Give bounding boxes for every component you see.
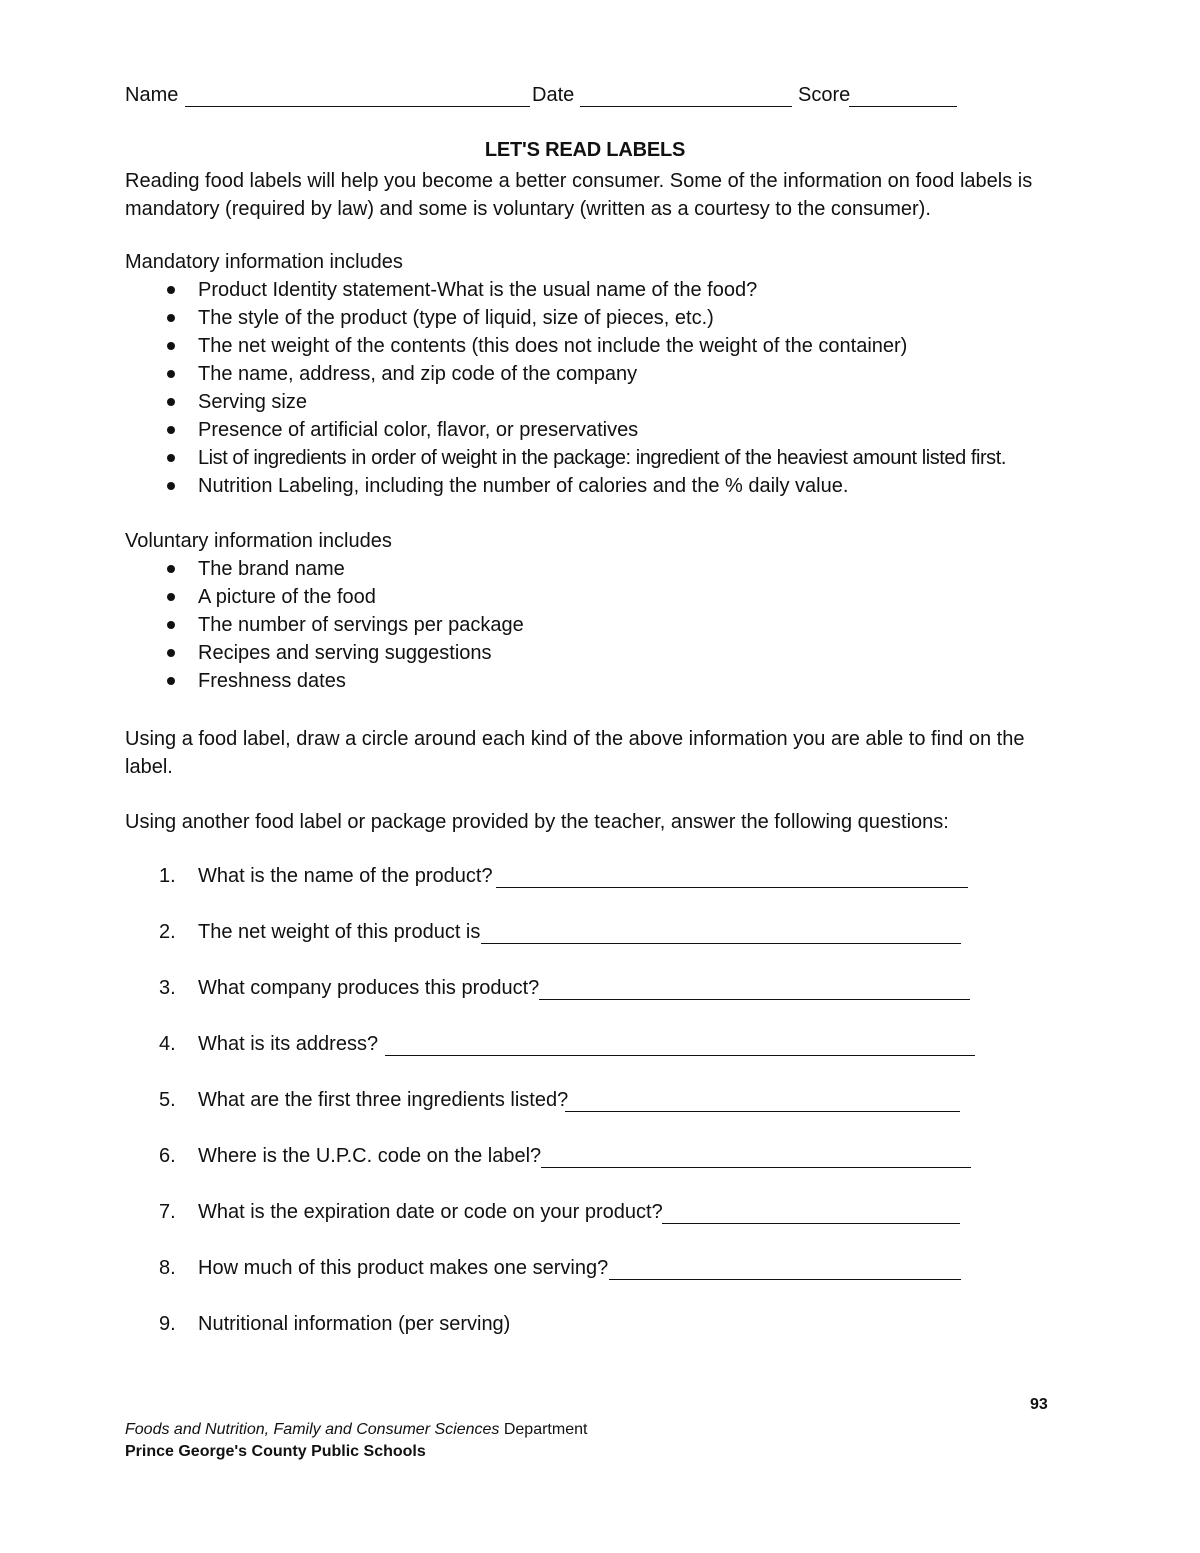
answer-blank[interactable] (539, 999, 970, 1000)
bullet-icon (167, 482, 175, 490)
bullet-icon (167, 677, 175, 685)
circle-instruction: Using a food label, draw a circle around each kind of the above information you are able to find on the label. (125, 728, 1025, 778)
list-item: The number of servings per package (163, 611, 524, 639)
list-item: Product Identity statement-What is the usual name of the food? (163, 276, 1006, 304)
footer-school: Prince George's County Public Schools (125, 1443, 426, 1460)
question-number: 7. (159, 1201, 176, 1223)
bullet-icon (167, 314, 175, 322)
bullet-icon (167, 398, 175, 406)
score-label: Score (798, 84, 851, 106)
answer-blank[interactable] (662, 1223, 960, 1224)
question-number: 6. (159, 1145, 176, 1167)
list-item: The style of the product (type of liquid, size of pieces, etc.) (163, 304, 1006, 332)
list-item: Freshness dates (163, 667, 524, 695)
list-item: Serving size (163, 388, 1006, 416)
mandatory-heading: Mandatory information includes (125, 251, 403, 273)
bullet-icon (167, 621, 175, 629)
bullet-icon (167, 593, 175, 601)
question-text: The net weight of this product is (198, 921, 481, 943)
student-info-row (125, 84, 965, 110)
list-item: Presence of artificial color, flavor, or preservatives (163, 416, 1006, 444)
answer-blank[interactable] (496, 887, 968, 888)
list-item: The name, address, and zip code of the company (163, 360, 1006, 388)
intro-paragraph: Reading food labels will help you become a better consumer. Some of the information on food labels is mandatory (required by law) and some is voluntary (written as a courtesy to the consumer). (125, 170, 1033, 220)
list-item: A picture of the food (163, 583, 524, 611)
voluntary-list (163, 555, 524, 695)
footer (125, 1419, 587, 1463)
question-text: What are the first three ingredients listed? (198, 1089, 569, 1111)
question-number: 9. (159, 1313, 176, 1335)
question-text: How much of this product makes one serving? (198, 1257, 609, 1279)
mandatory-list (163, 276, 1006, 500)
footer-department (125, 1419, 587, 1441)
question-text: What is the expiration date or code on your product? (198, 1201, 663, 1223)
answer-blank[interactable] (565, 1111, 960, 1112)
bullet-icon (167, 342, 175, 350)
list-item: Recipes and serving suggestions (163, 639, 524, 667)
bullet-icon (167, 454, 175, 462)
question-number: 3. (159, 977, 176, 999)
list-item: The net weight of the contents (this does not include the weight of the container) (163, 332, 1006, 360)
bullet-icon (167, 370, 175, 378)
question-number: 5. (159, 1089, 176, 1111)
question-text: What company produces this product? (198, 977, 540, 999)
footer-department-suffix: Department (499, 1421, 588, 1438)
question-number: 1. (159, 865, 176, 887)
name-label: Name (125, 84, 179, 106)
question-text: Nutritional information (per serving) (198, 1313, 511, 1335)
questions-instruction: Using another food label or package provided by the teacher, answer the following questions: (125, 811, 949, 833)
question-text: Where is the U.P.C. code on the label? (198, 1145, 542, 1167)
bullet-icon (167, 649, 175, 657)
answer-blank[interactable] (541, 1167, 971, 1168)
name-blank[interactable] (185, 106, 530, 107)
answer-blank[interactable] (385, 1055, 975, 1056)
question-text: What is the name of the product? (198, 865, 493, 887)
question-number: 4. (159, 1033, 176, 1055)
bullet-icon (167, 565, 175, 573)
question-text: What is its address? (198, 1033, 379, 1055)
question-number: 2. (159, 921, 176, 943)
bullet-icon (167, 426, 175, 434)
question-number: 8. (159, 1257, 176, 1279)
list-item: The brand name (163, 555, 524, 583)
voluntary-heading: Voluntary information includes (125, 530, 392, 552)
footer-department-italic: Foods and Nutrition, Family and Consumer Sciences (125, 1421, 500, 1438)
answer-blank[interactable] (481, 943, 961, 944)
score-blank[interactable] (849, 106, 957, 107)
worksheet-title: LET'S READ LABELS (484, 139, 686, 161)
page-number: 93 (1030, 1396, 1048, 1413)
list-item: List of ingredients in order of weight in the package: ingredient of the heaviest amount listed first. (163, 444, 1006, 472)
date-label: Date (532, 84, 575, 106)
bullet-icon (167, 286, 175, 294)
list-item: Nutrition Labeling, including the number of calories and the % daily value. (163, 472, 1006, 500)
date-blank[interactable] (580, 106, 792, 107)
answer-blank[interactable] (609, 1279, 961, 1280)
